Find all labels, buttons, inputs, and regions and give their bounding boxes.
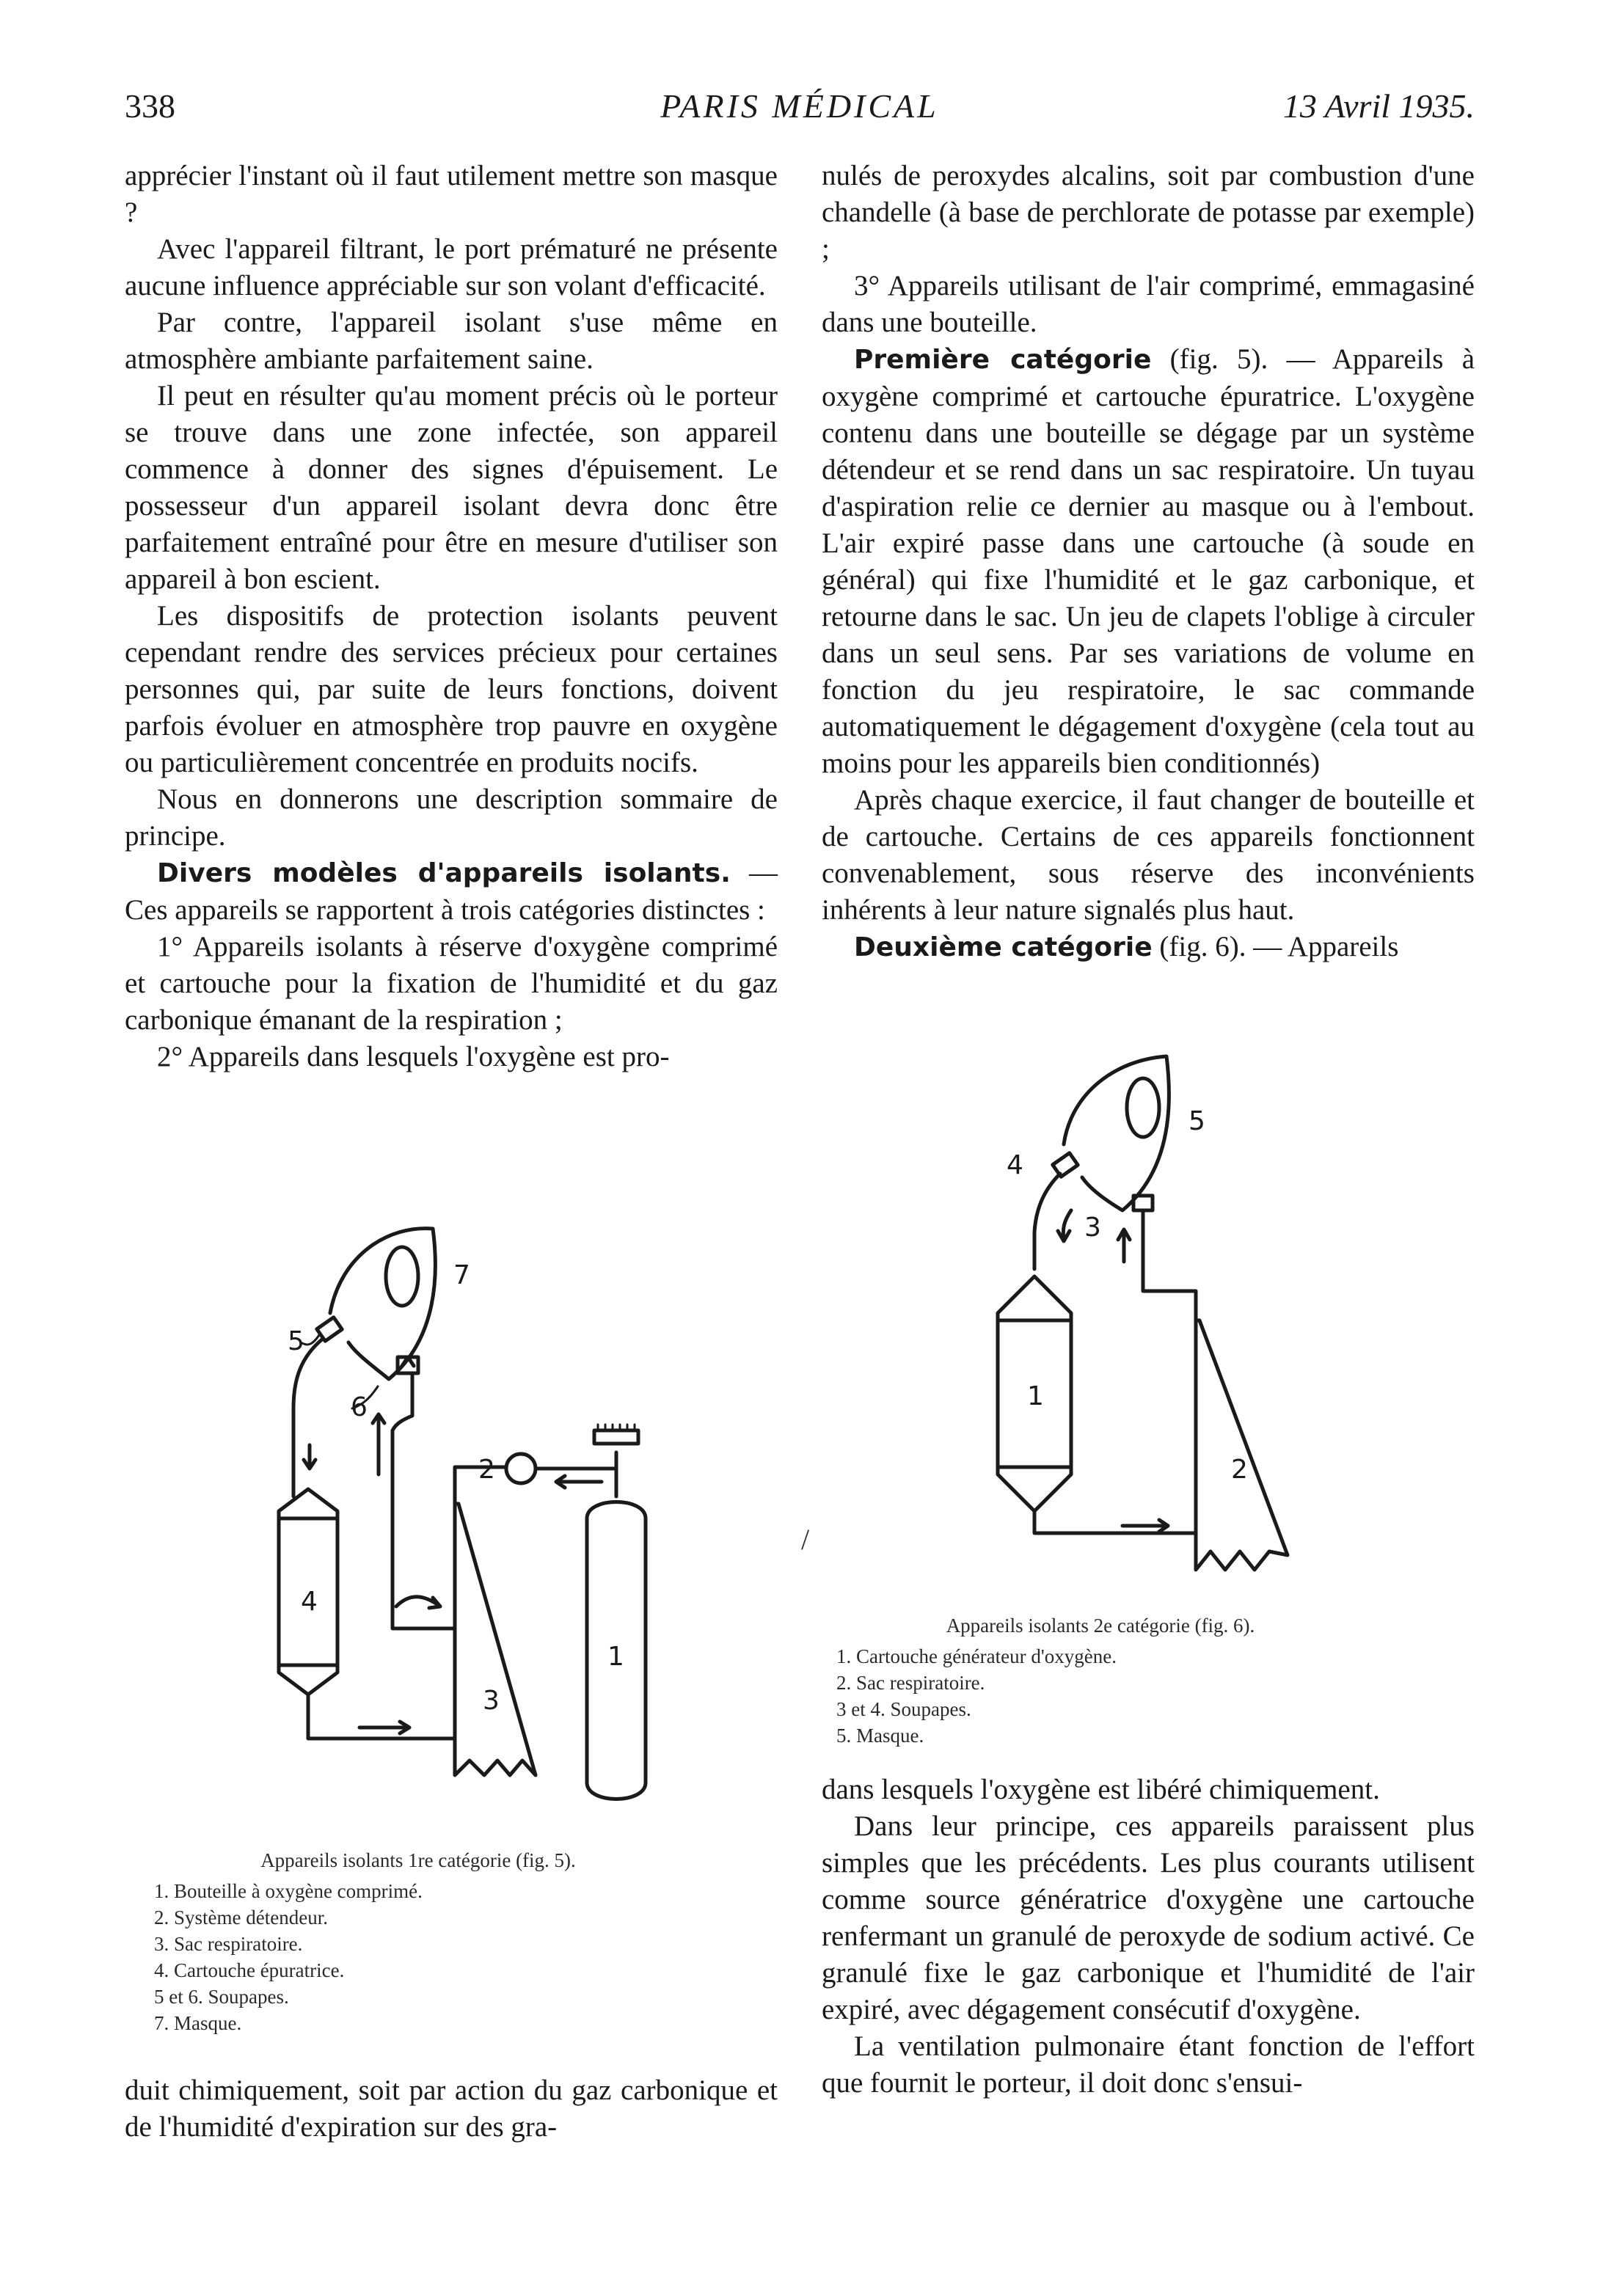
paragraph: nulés de peroxydes alcalins, soit par combustion d'une chandelle (à base de perchlorate de potasse par exemple) ; xyxy=(822,160,1475,265)
issue-date: 13 Avril 1935. xyxy=(1282,87,1475,125)
paragraph: dans lesquels l'oxygène est libéré chimiquement. xyxy=(822,1774,1380,1805)
figure-6-label: 2 xyxy=(1231,1455,1248,1485)
figure-6-label: 4 xyxy=(1007,1150,1023,1180)
valve-5 xyxy=(317,1317,342,1341)
hose-expiration xyxy=(392,1373,412,1577)
figure-5-legend xyxy=(154,1878,682,2036)
figure-5-label: 7 xyxy=(453,1260,470,1290)
pipe-bottom xyxy=(308,1694,455,1739)
figure-6-label: 1 xyxy=(1027,1381,1044,1411)
page-number: 338 xyxy=(125,87,175,125)
hose-expiration xyxy=(1143,1212,1196,1320)
section-heading: Divers modèles d'appareils isolants. xyxy=(157,858,731,888)
figure-6-diagram xyxy=(954,1042,1335,1606)
category-1-paragraph xyxy=(822,341,1475,782)
figure-5-label: 2 xyxy=(478,1455,495,1485)
category-2-heading: Deuxième catégorie xyxy=(854,932,1153,962)
stray-mark: / xyxy=(801,1523,810,1556)
mask-eyepiece xyxy=(1127,1078,1159,1137)
legend-item: 2. Système détendeur. xyxy=(154,1906,328,1928)
paragraph: Par contre, l'appareil isolant s'use même en atmosphère ambiante parfaitement saine. xyxy=(125,307,778,375)
figure-5-diagram xyxy=(220,1196,660,1841)
figure-5-label: 4 xyxy=(301,1587,318,1617)
journal-title: PARIS MÉDICAL xyxy=(660,87,939,125)
category-2-text: (fig. 6). — Appareils xyxy=(1152,931,1399,962)
legend-item: 3 et 4. Soupapes. xyxy=(836,1698,971,1720)
list-item: 2° Appareils dans lesquels l'oxygène est pro- xyxy=(157,1041,670,1072)
hose-cartridge xyxy=(1034,1174,1060,1269)
reducer-2 xyxy=(506,1454,536,1483)
figure-5-label: 1 xyxy=(607,1642,624,1672)
right-column-bottom-text xyxy=(822,1772,1475,2102)
figure-5-label: 5 xyxy=(288,1326,304,1356)
legend-item: 1. Bouteille à oxygène comprimé. xyxy=(154,1880,423,1902)
paragraph: duit chimiquement, soit par action du gaz carbonique et de l'humidité d'expiration sur des gra- xyxy=(125,2074,778,2143)
category-2-paragraph xyxy=(822,929,1475,966)
paragraph: apprécier l'instant où il faut utilement mettre son masque ? xyxy=(125,160,778,228)
right-column-text xyxy=(822,158,1475,966)
figure-6-label: 5 xyxy=(1188,1106,1205,1136)
left-column-bottom-text xyxy=(125,2072,778,2146)
figure-5-label: 6 xyxy=(351,1392,368,1422)
paragraph: Nous en donnerons une description sommaire de principe. xyxy=(125,783,778,852)
legend-item: 1. Cartouche générateur d'oxygène. xyxy=(836,1645,1117,1667)
legend-item: 2. Sac respiratoire. xyxy=(836,1672,985,1694)
figure-5-label: 3 xyxy=(483,1686,500,1716)
bag-2 xyxy=(1196,1320,1288,1570)
mask-eyepiece xyxy=(386,1247,418,1306)
paragraph: Avec l'appareil filtrant, le port prématuré ne présente aucune influence appréciable sur son volant d'efficacité. xyxy=(125,233,778,301)
legend-item: 4. Cartouche épuratrice. xyxy=(154,1959,345,1981)
legend-item: 3. Sac respiratoire. xyxy=(154,1933,303,1955)
paragraph: Dans leur principe, ces appareils paraissent plus simples que les précédents. Les plus courants utilisent comme source génératrice d'oxygène une cartouche renfermant un granulé de peroxyde de sodium activé. Ce granulé fixe le gaz carbonique et l'humidité de l'air expiré, avec dégagement consécutif d'oxygène. xyxy=(822,1810,1475,2025)
left-column-text xyxy=(125,158,778,1075)
paragraph: Il peut en résulter qu'au moment précis où le porteur se trouve dans une zone infectée, son appareil commence à donner des signes d'épuisement. Le possesseur d'un appareil isolant devra donc être parfaitement entraîné pour être en mesure d'utiliser son appareil à bon escient. xyxy=(125,380,778,595)
valve-4 xyxy=(1053,1153,1078,1177)
paragraph: Les dispositifs de protection isolants peuvent cependant rendre des services précieux pour certaines personnes qui, par suite de leurs fonctions, doivent parfois évoluer en atmosphère trop pauvre en oxygène ou particulièrement concentrée en produits nocifs. xyxy=(125,600,778,778)
legend-item: 7. Masque. xyxy=(154,2012,242,2034)
figure-6-legend xyxy=(836,1643,1365,1749)
bag-3 xyxy=(455,1504,536,1775)
bottle-valve-knob xyxy=(594,1430,638,1444)
section-text: — Ces appareils se rapportent à trois catégories distinctes : xyxy=(125,857,778,926)
figure-6-caption-title: Appareils isolants 2e catégorie (fig. 6). xyxy=(946,1615,1255,1637)
list-item: 1° Appareils isolants à réserve d'oxygène comprimé et cartouche pour la fixation de l'humidité et du gaz carbonique émanant de la respiration ; xyxy=(125,931,778,1036)
pipe-bottom xyxy=(1034,1511,1196,1533)
legend-item: 5 et 6. Soupapes. xyxy=(154,1986,289,2008)
legend-item: 5. Masque. xyxy=(836,1725,924,1747)
section-paragraph xyxy=(125,855,778,929)
figure-6-label: 3 xyxy=(1084,1213,1101,1243)
paragraph: Après chaque exercice, il faut changer de bouteille et de cartouche. Certains de ces appareils fonctionnent convenablement, sous réserve des inconvénients inhérents à leur nature signalés plus haut. xyxy=(822,784,1475,926)
category-1-text: (fig. 5). — Appareils à oxygène comprimé et cartouche épuratrice. L'oxygène contenu dans une bouteille se dégage par un système détendeur et se rend dans un sac respiratoire. Un tuyau d'aspiration relie ce dernier au masque ou à l'embout. L'air expiré passe dans une cartouche (à soude en général) qui fixe l'humidité et le gaz carbonique, et retourne dans le sac. Un jeu de clapets l'oblige à circuler dans un seul sens. Par ses variations de volume en fonction du jeu respiratoire, le sac commande automatiquement le dégagement d'oxygène (cela tout au moins pour les appareils bien conditionnés) xyxy=(822,343,1475,779)
figure-6-caption xyxy=(836,1612,1365,1749)
running-header xyxy=(125,87,1475,138)
list-item: 3° Appareils utilisant de l'air comprimé, emmagasiné dans une bouteille. xyxy=(822,270,1475,338)
paragraph: La ventilation pulmonaire étant fonction de l'effort que fournit le porteur, il doit donc s'ensui- xyxy=(822,2030,1475,2099)
figure-5-caption-title: Appareils isolants 1re catégorie (fig. 5). xyxy=(260,1849,576,1871)
figure-5-caption xyxy=(154,1847,682,2036)
category-1-heading: Première catégorie xyxy=(854,345,1152,375)
